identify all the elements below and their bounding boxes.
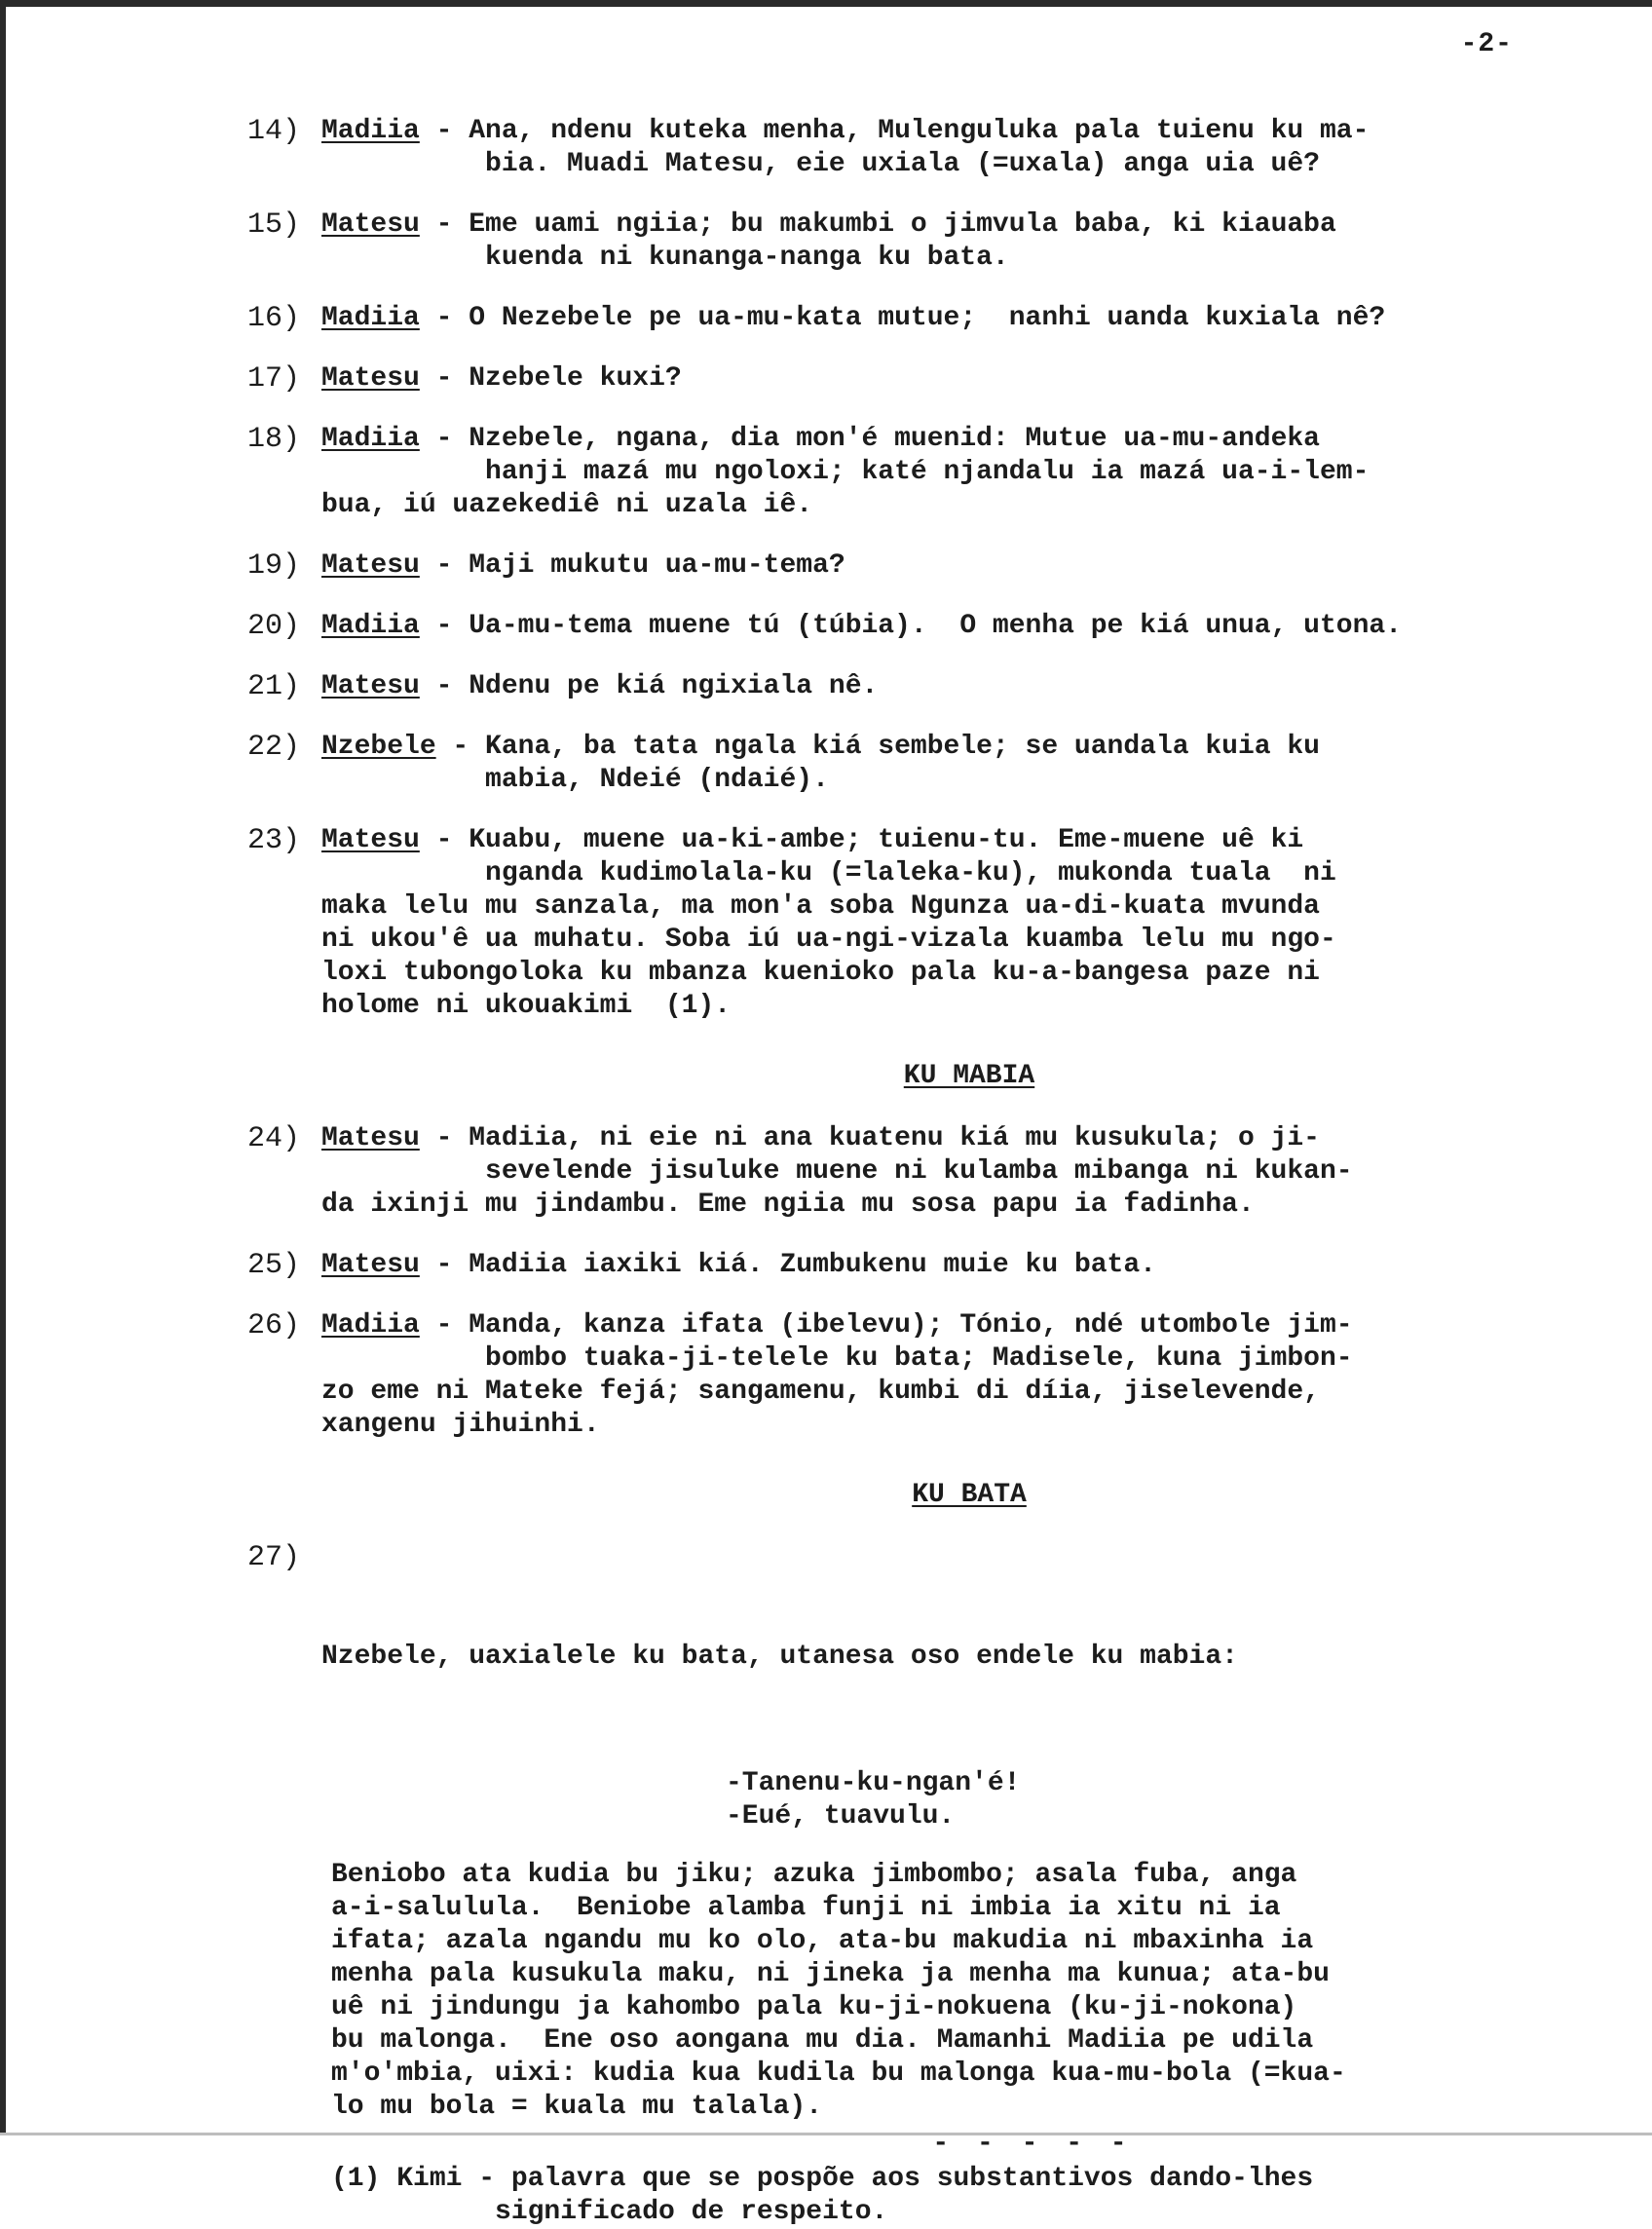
narration-block [234,1859,1597,2124]
speaker-name: Madiia [321,424,420,454]
narrative-entry [234,1541,1597,1740]
dialogue-entry [234,1309,1597,1442]
line-text: - Kana, ba tata ngala kiá sembele; se uandala kuia ku [435,732,1320,762]
dialogue-line: sevelende jisuluke muene ni kulamba mibanga ni kukan- [321,1156,1353,1187]
speaker-name: Matesu [321,550,420,581]
line-text: - Ndenu pe kiá ngixiala nê. [419,671,879,701]
dialogue-line: bia. Muadi Matesu, eie uxiala (=uxala) anga uia uê? [321,149,1320,179]
line-text: - Manda, kanza ifata (ibelevu); Tónio, ndé utombole jim- [419,1310,1353,1341]
dialogue-entry [234,731,1597,797]
entry-number: 25) [247,1249,301,1282]
entry-number: 26) [247,1309,301,1342]
line-text: - Ua-mu-tema muene tú (túbia). O menha pe kiá unua, utona. [419,611,1402,641]
dialogue-line [321,670,1597,703]
dialogue-line [321,1249,1597,1282]
dialogue-line: holome ni ukouakimi (1). [321,991,732,1021]
entry-number: 22) [247,731,301,764]
speaker-name: Madiia [321,116,420,146]
dialogue-entry [234,549,1597,583]
line-text: - Madiia iaxiki kiá. Zumbukenu muie ku bata. [419,1250,1156,1280]
dialogue-line [321,208,1597,242]
section-heading-ku-bata: KU BATA [912,1480,1027,1510]
speaker-name: Matesu [321,363,420,394]
dialogue-line: maka lelu mu sanzala, ma mon'a soba Ngunza ua-di-kuata mvunda [321,891,1320,922]
dialogue-entry [234,362,1597,396]
dialogue-line [321,302,1597,335]
narration-line: ifata; azala ngandu mu ko olo, ata-bu makudia ni mbaxinha ia [331,1926,1314,1956]
entry-number: 14) [247,115,301,148]
dialogue-line: da ixinji mu jindambu. Eme ngiia mu sosa papu ia fadinha. [321,1190,1255,1220]
line-text: - Nzebele, ngana, dia mon'é muenid: Mutue ua-mu-andeka [419,424,1320,454]
dialogue-entry [234,302,1597,335]
dialogue-line: hanji mazá mu ngoloxi; katé njandalu ia mazá ua-i-lem- [321,457,1370,487]
dialogue-entry [234,423,1597,522]
entry-number: 24) [247,1122,301,1155]
separator-dashes: - - - - - [932,2129,1133,2159]
line-text: - Eme uami ngiia; bu makumbi o jimvula baba, ki kiauaba [419,209,1336,240]
entry-number: 20) [247,610,301,643]
entry-text: Nzebele, uaxialele ku bata, utanesa oso endele ku mabia: [321,1642,1238,1672]
dialogue-line: zo eme ni Mateke fejá; sangamenu, kumbi di díia, jiselevende, [321,1377,1320,1407]
entry-number: 23) [247,824,301,857]
entry-number: 16) [247,302,301,335]
dialogue-line: kuenda ni kunanga-nanga ku bata. [321,243,1009,273]
dialogue-line [321,610,1597,643]
page-border-top [0,0,1652,7]
dialogue-line: nganda kudimolala-ku (=laleka-ku), mukonda tuala ni [321,858,1336,888]
document-body [234,115,1597,2229]
footnote [234,2163,1597,2229]
dialogue-entry [234,208,1597,275]
dialogue-entry [234,115,1597,181]
dialogue-line [321,362,1597,396]
speaker-name: Nzebele [321,732,436,762]
line-text: - Kuabu, muene ua-ki-ambe; tuienu-tu. Eme-muene uê ki [419,825,1304,855]
line-text: - O Nezebele pe ua-mu-kata mutue; nanhi uanda kuxiala nê? [419,303,1386,333]
narration-line: bu malonga. Ene oso aongana mu dia. Mamanhi Madiia pe udila [331,2025,1314,2056]
dialogue-list [234,115,1597,1023]
narration-line: a-i-salulula. Beniobe alamba funji ni imbia ia xitu ni ia [331,1893,1281,1923]
entry-number: 15) [247,208,301,242]
speaker-name: Matesu [321,825,420,855]
page-number: -2- [1460,29,1513,59]
narration-line: m'o'mbia, uixi: kudia kua kudila bu malonga kua-mu-bola (=kua- [331,2059,1346,2089]
dialogue-line: mabia, Ndeié (ndaié). [321,765,829,795]
dialogue-line: xangenu jihuinhi. [321,1410,600,1440]
narration-line: Beniobo ata kudia bu jiku; azuka jimbombo; asala fuba, anga [331,1860,1297,1890]
dialogue-entry [234,1249,1597,1282]
speaker-name: Madiia [321,303,420,333]
quote-line: -Tanenu-ku-ngan'é! [726,1768,1021,1798]
footnote-line: significado de respeito. [331,2197,888,2227]
dialogue-entry [234,1122,1597,1222]
speaker-name: Madiia [321,611,420,641]
dialogue-line: ni ukou'ê ua muhatu. Soba iú ua-ngi-vizala kuamba lelu mu ngo- [321,925,1336,955]
dialogue-entry [234,670,1597,703]
speaker-name: Matesu [321,671,420,701]
line-text: - Nzebele kuxi? [419,363,682,394]
line-text: - Madiia, ni eie ni ana kuatenu kiá mu kusukula; o ji- [419,1123,1320,1153]
dialogue-line [321,1309,1597,1342]
entry-number: 18) [247,423,301,456]
narration-line: uê ni jindungu ja kahombo pala ku-ji-nokuena (ku-ji-nokona) [331,1992,1297,2022]
dialogue-line [321,1122,1597,1155]
dialogue-entry [234,610,1597,643]
entry-number: 21) [247,670,301,703]
line-text: - Ana, ndenu kuteka menha, Mulenguluka pala tuienu ku ma- [419,116,1370,146]
speaker-name: Matesu [321,209,420,240]
dialogue-line: bua, iú uazekediê ni uzala iê. [321,490,813,520]
line-text: - Maji mukutu ua-mu-tema? [419,550,845,581]
dialogue-list [234,1122,1597,1442]
speaker-name: Matesu [321,1250,420,1280]
section-heading-ku-mabia: KU MABIA [903,1061,1035,1091]
speaker-name: Madiia [321,1310,420,1341]
dialogue-line [321,824,1597,857]
dialogue-line [321,731,1597,764]
narration-line: lo mu bola = kuala mu talala). [331,2092,823,2122]
dialogue-line [321,549,1597,583]
entry-number: 27) [247,1541,301,1574]
speaker-name: Matesu [321,1123,420,1153]
narration-line: menha pala kusukula maku, ni jineka ja menha ma kunua; ata-bu [331,1959,1330,1989]
entry-number: 17) [247,362,301,396]
footnote-line: (1) Kimi - palavra que se pospõe aos substantivos dando-lhes [331,2164,1314,2194]
dialogue-line [321,423,1597,456]
quote-line: -Eué, tuavulu. [726,1801,956,1832]
page-border-left [0,0,6,2135]
dialogue-line [321,115,1597,148]
dialogue-line: bombo tuaka-ji-telele ku bata; Madisele, kuna jimbon- [321,1343,1353,1374]
entry-number: 19) [247,549,301,583]
dialogue-entry [234,824,1597,1023]
dialogue-line: loxi tubongoloka ku mbanza kuenioko pala ku-a-bangesa paze ni [321,958,1320,988]
